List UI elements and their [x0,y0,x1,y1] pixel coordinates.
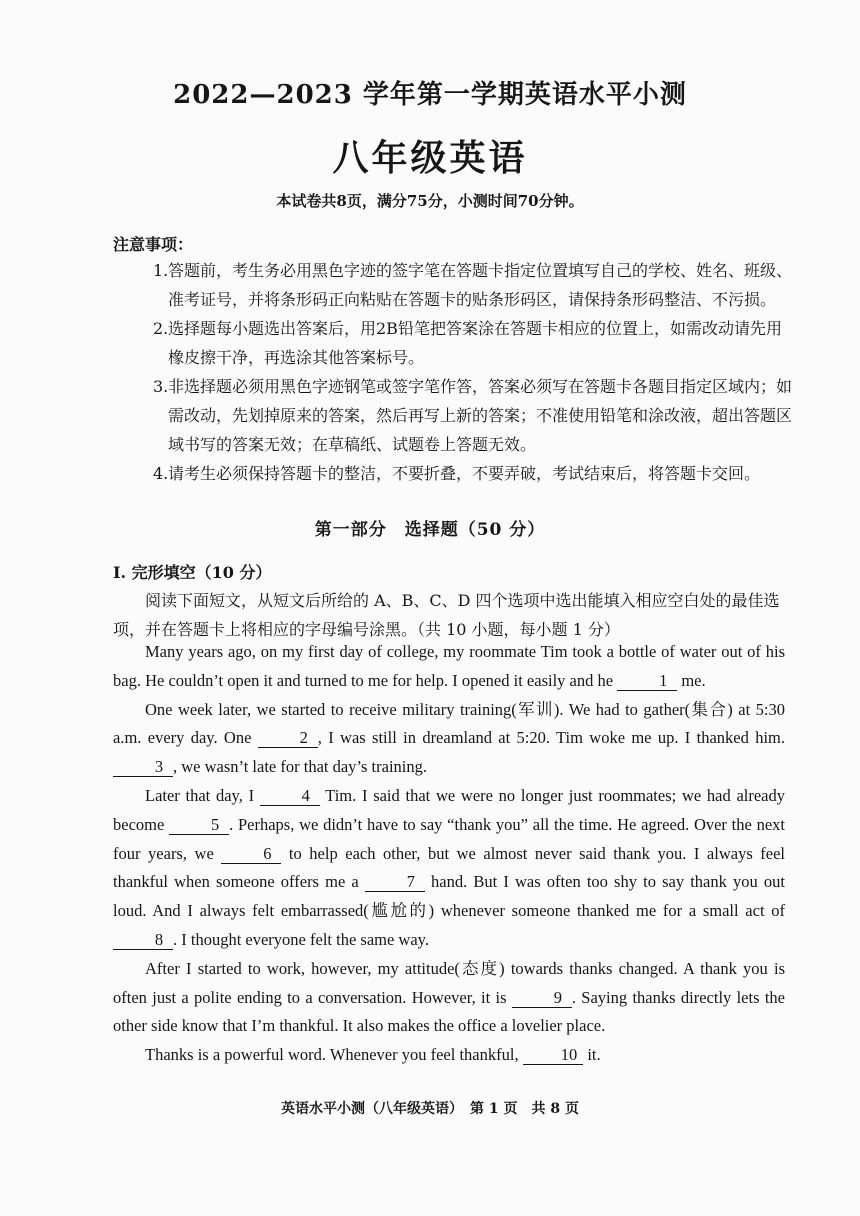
cloze-blank: 4 [260,787,320,806]
cloze-blank: 1 [617,672,677,691]
cloze-blank: 6 [221,845,281,864]
exam-info: 本试卷共8页，满分75分，小测时间70分钟。 [276,192,584,210]
notes-heading: 注意事项： [113,235,194,254]
grade-title: 八年级英语 [332,137,528,179]
passage-text: Many years ago, on my first day of college, my roommate Tim took a bottle of water out of his bag. He couldn’t open it and turned to me for help. I opened it easily and he [113,642,785,690]
cloze-blank: 3 [113,758,173,777]
passage-paragraph [113,955,785,1041]
cloze-blank: 10 [523,1046,584,1065]
passage-text: it. [587,1045,601,1065]
note-text: 请考生必须保持答题卡的整洁，不要折叠，不要弄破，考试结束后，将答题卡交回。 [168,464,761,483]
cloze-passage [113,638,785,1070]
passage-text: , we wasn’t late for that day’s training. [173,757,428,777]
note-number: 4. [153,464,169,483]
section-directions: 阅读下面短文，从短文后所给的 A、B、C、D 四个选项中选出能填入相应空白处的最佳选项，并在答题卡上将相应的字母编号涂黑。（共 10 小题，每小题 1 分） [113,591,780,639]
passage-paragraph [113,638,785,696]
passage-text: Tim. I said that we were no longer just roommates; we had already become [113,785,785,834]
passage-text: . Saying thanks directly lets the other side know that I’m thankful. It also makes the office a lovelier place. [113,987,785,1036]
passage-text: hand. But I was often too shy to say thank you out loud. And I always felt embarrassed(尴尬的) whenever someone thanked me for a small act of [113,872,785,921]
passage-text: After I started to work, however, my attitude(态度) towards thanks changed. A thank you is often just a polite ending to a conversation. However, it is [113,958,785,1007]
section-title: I. 完形填空（10 分） [113,563,272,582]
passage-text: Thanks is a powerful word. Whenever you feel thankful, [145,1045,519,1065]
note-item [113,256,793,314]
passage-text: One week later, we started to receive military training(军训). We had to gather(集合) at 5:30 a.m. every day. One [113,699,785,748]
cloze-blank: 8 [113,931,173,950]
exam-title: 2022—2023 学年第一学期英语水平小测 [173,80,687,110]
cloze-blank: 2 [258,729,318,748]
note-item [113,459,793,488]
passage-paragraph [113,696,785,782]
note-text: 选择题每小题选出答案后，用2B铅笔把答案涂在答题卡相应的位置上，如需改动请先用橡皮擦干净，再选涂其他答案标号。 [168,319,782,367]
note-item [113,314,793,372]
part-one-title: 第一部分 选择题（50 分） [314,520,546,540]
note-text: 答题前，考生务必用黑色字迹的签字笔在答题卡指定位置填写自己的学校、姓名、班级、准考证号，并将条形码正向粘贴在答题卡的贴条形码区，请保持条形码整洁、不污损。 [168,261,793,309]
notes-list [113,256,793,488]
cloze-blank: 7 [365,873,425,892]
page-footer: 英语水平小测（八年级英语） 第 1 页 共 8 页 [281,1101,579,1117]
passage-text: to help each other, but we almost never said thank you. I always feel thankful when someone offers me a [113,843,786,892]
passage-paragraph [113,1041,785,1070]
note-number: 2. [153,319,169,338]
note-item [113,372,793,459]
passage-text: Later that day, I [145,785,255,805]
note-text: 非选择题必须用黑色字迹钢笔或签字笔作答，答案必须写在答题卡各题目指定区域内；如需改动，先划掉原来的答案，然后再写上新的答案；不准使用铅笔和涂改液，超出答题区域书写的答案无效；在草稿纸、试题卷上答题无效。 [168,377,793,454]
passage-text: . I thought everyone felt the same way. [173,929,429,949]
note-number: 1. [153,261,169,280]
passage-text: me. [681,670,706,690]
note-number: 3. [153,377,169,396]
passage-text: , I was still in dreamland at 5:20. Tim woke me up. I thanked him. [317,728,785,748]
passage-text: . Perhaps, we didn’t have to say “thank you” all the time. He agreed. Over the next four years, we [113,814,786,863]
cloze-blank: 5 [169,816,229,835]
passage-paragraph [113,782,785,955]
cloze-blank: 9 [512,989,572,1008]
